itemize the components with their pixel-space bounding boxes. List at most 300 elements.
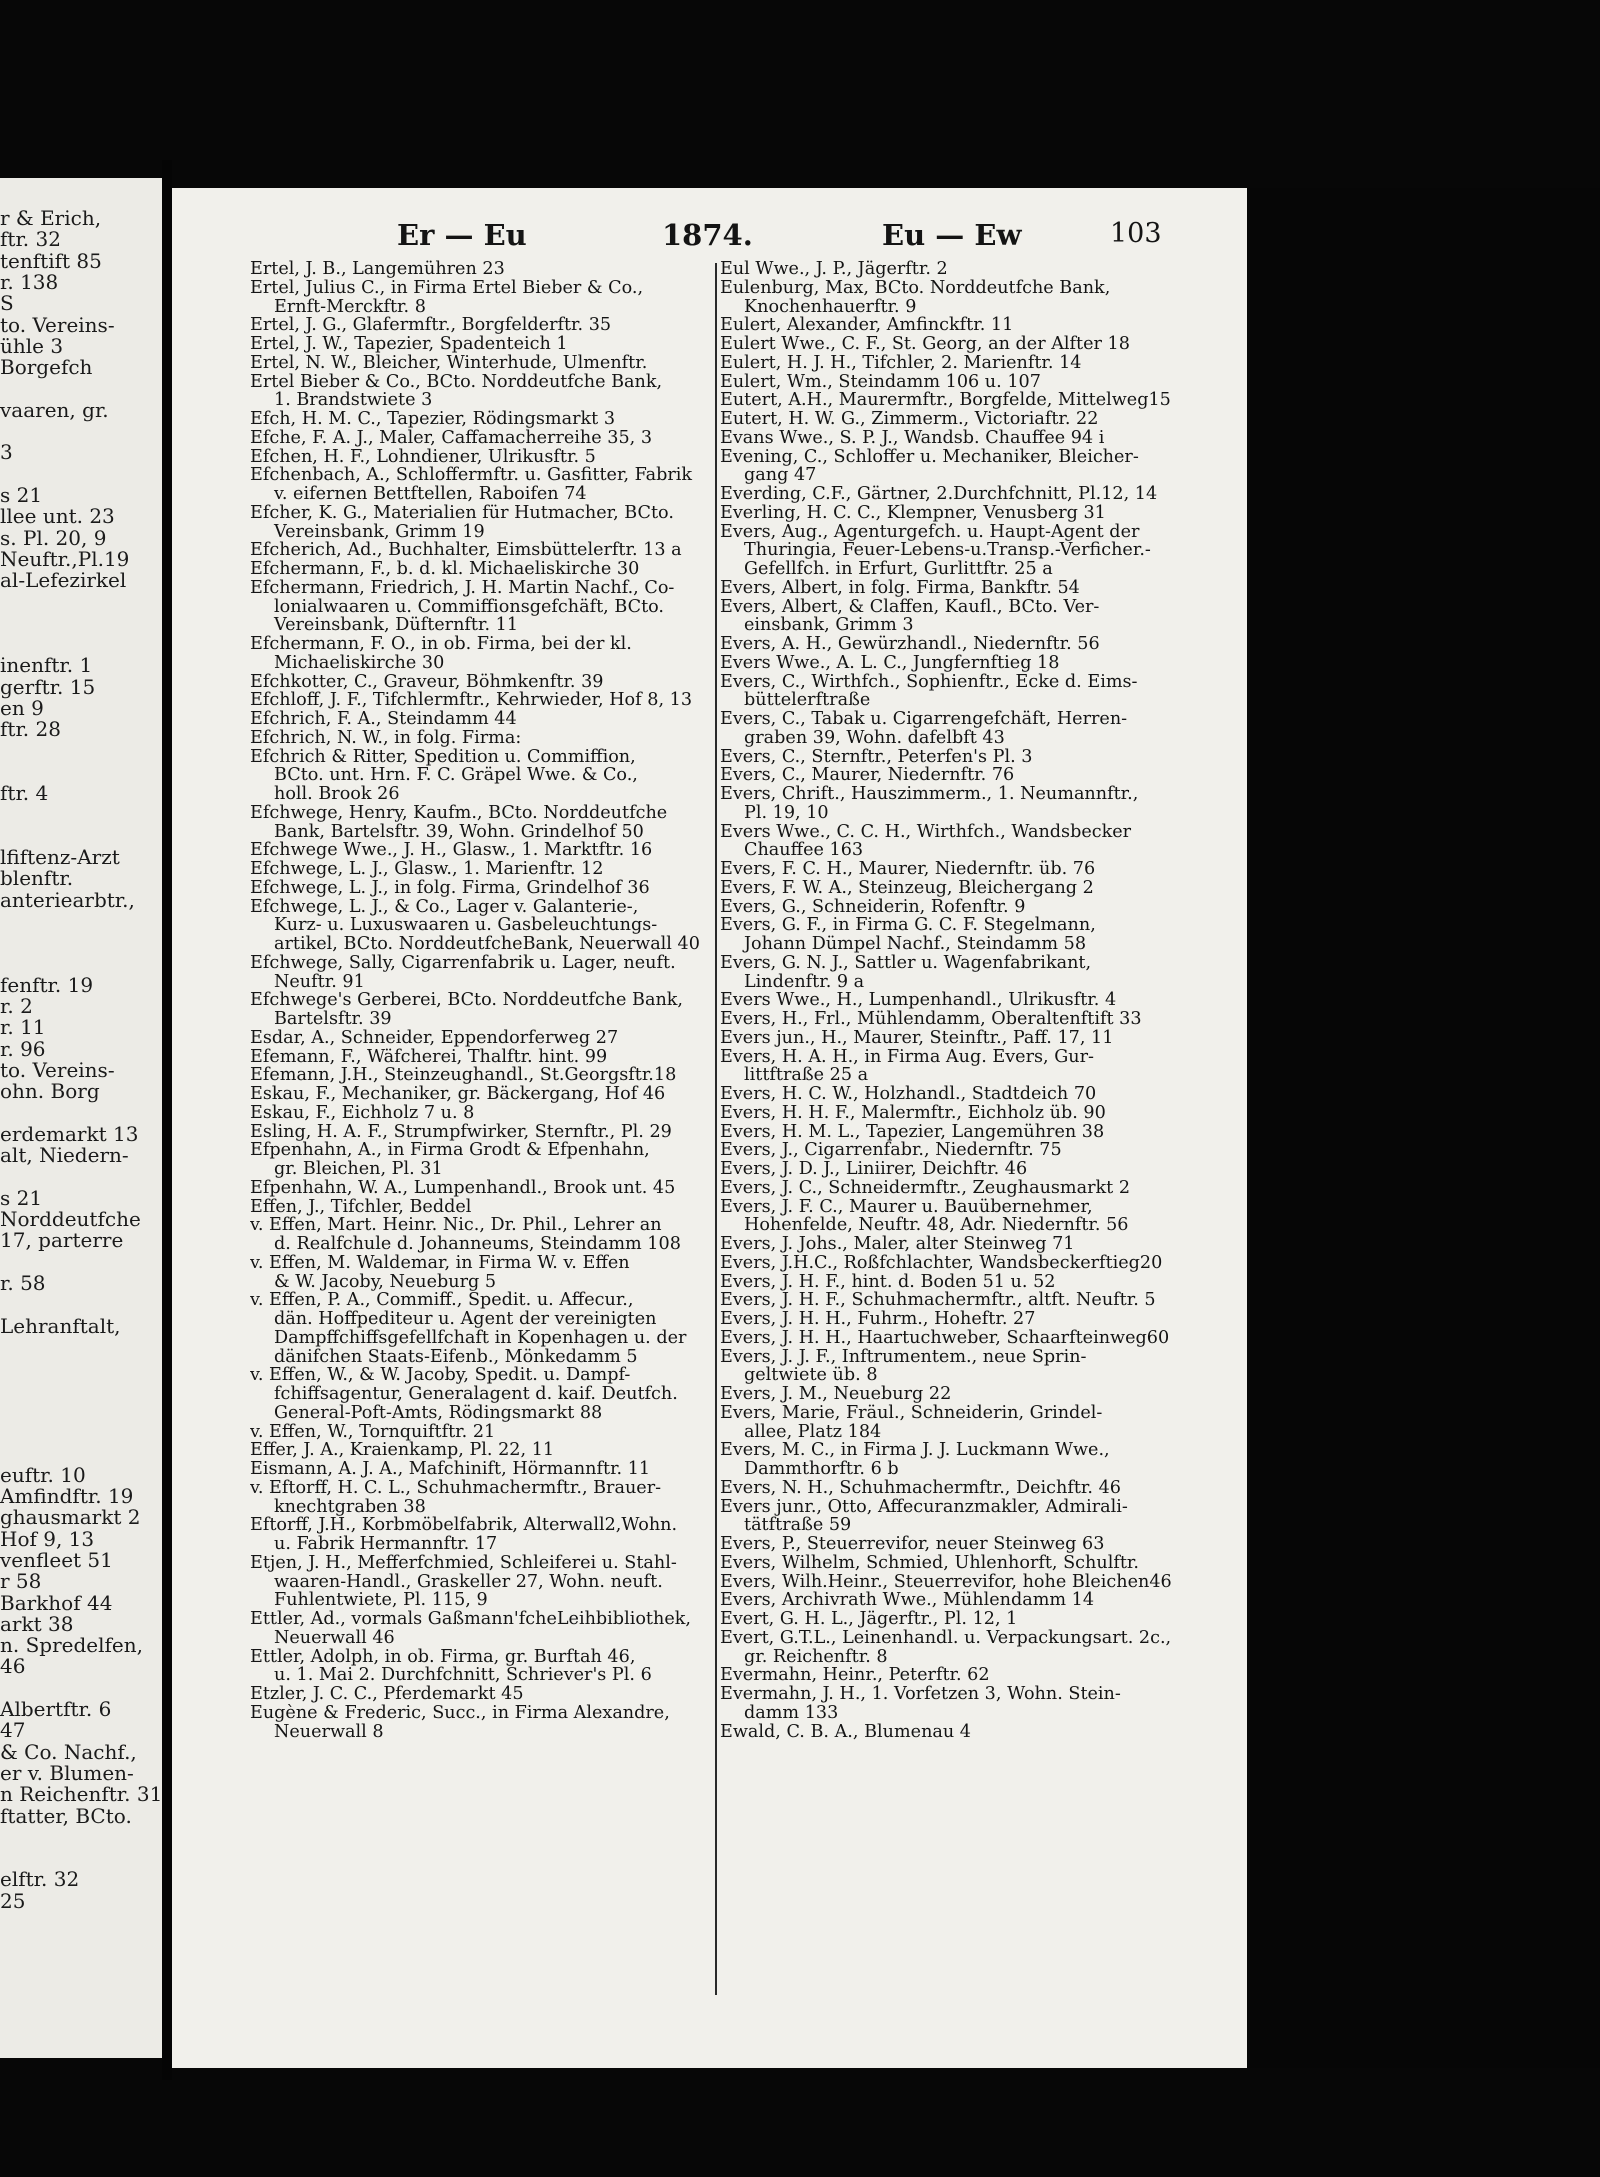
- directory-entry: [250, 1479, 712, 1517]
- directory-entry: [720, 1591, 1212, 1610]
- entry-continuation: Neuftr. 91: [274, 972, 365, 992]
- directory-entry: [250, 991, 712, 1029]
- directory-entry: [720, 823, 1212, 861]
- entry-line: Evers, J. M., Neueburg 22: [720, 1385, 952, 1404]
- entry-line: Ettler, Adolph, in ob. Firma, gr. Burftah 46,: [250, 1647, 636, 1667]
- directory-entry: [250, 410, 712, 429]
- entry-line: Evers jun., H., Maurer, Steinftr., Paff. 17, 11: [720, 1028, 1114, 1048]
- entry-line: Effer, J. A., Kraienkamp, Pl. 22, 11: [250, 1441, 555, 1460]
- entry-continuation: dän. Hoffpediteur u. Agent der vereinigten: [274, 1310, 657, 1329]
- entry-line: v. Effen, Mart. Heinr. Nic., Dr. Phil., Lehrer an: [250, 1216, 662, 1235]
- entry-line: Evers, J. H. F., hint. d. Boden 51 u. 52: [720, 1272, 1056, 1292]
- directory-entry: [250, 279, 712, 317]
- facing-page-line: venfleet 51: [0, 1547, 113, 1572]
- directory-entry: [720, 485, 1212, 504]
- entry-line: Evers junr., Otto, Affecuranzmakler, Admirali-: [720, 1497, 1128, 1517]
- directory-entry: [720, 748, 1212, 767]
- facing-page-line: erdemarkt 13: [0, 1121, 139, 1146]
- directory-entry: [720, 1573, 1212, 1592]
- directory-entry: [250, 1460, 712, 1479]
- entry-line: Evers, H. C. W., Holzhandl., Stadtdeich 70: [720, 1085, 1097, 1104]
- directory-entry: [720, 1498, 1212, 1536]
- entry-continuation: Neuerwall 46: [274, 1628, 395, 1648]
- directory-entry: [720, 1235, 1212, 1254]
- directory-entry: [720, 879, 1212, 898]
- directory-entry: [720, 448, 1212, 486]
- directory-entry: [720, 1160, 1212, 1179]
- entry-continuation: waaren-Handl., Graskeller 27, Wohn. neuft.: [274, 1572, 663, 1592]
- entry-continuation: Johann Dümpel Nachf., Steindamm 58: [744, 935, 1087, 954]
- facing-page-line: ghausmarkt 2: [0, 1505, 141, 1530]
- entry-continuation: General-Poft-Amts, Rödingsmarkt 88: [274, 1403, 603, 1423]
- directory-entry: [720, 1554, 1212, 1573]
- entry-line: Evening, C., Schloffer u. Mechaniker, Bleicher-: [720, 447, 1139, 467]
- entry-line: Efchwege's Gerberei, BCto. Norddeutfche Bank,: [250, 991, 684, 1010]
- entry-continuation: Dampffchiffsgefellfchaft in Kopenhagen u. der: [274, 1328, 687, 1348]
- facing-page-fragment: [0, 178, 162, 2058]
- dark-background: [1247, 188, 1600, 2068]
- entry-line: Efcherich, Ad., Buchhalter, Eimsbüttelerftr. 13 a: [250, 541, 682, 560]
- entry-line: Evers, C., Sternftr., Peterfen's Pl. 3: [720, 747, 1033, 767]
- entry-line: Efchermann, F., b. d. kl. Michaeliskirche 30: [250, 560, 640, 579]
- directory-entry: [720, 391, 1212, 410]
- directory-entry: [250, 541, 712, 560]
- entry-line: v. Effen, W., & W. Jacoby, Spedit. u. Dampf-: [250, 1366, 631, 1385]
- entry-line: Evers, P., Steuerrevifor, neuer Steinweg 63: [720, 1535, 1105, 1554]
- directory-entry: [720, 1610, 1212, 1629]
- entry-continuation: Fuhlentwiete, Pl. 115, 9: [274, 1591, 488, 1610]
- directory-entry: [720, 1348, 1212, 1386]
- directory-entry: [250, 1685, 712, 1704]
- facing-page-line: fenftr. 19: [0, 972, 94, 997]
- entry-line: Efchenbach, A., Schloffermftr. u. Gasfitter, Fabrik: [250, 466, 693, 485]
- directory-entry: [720, 1535, 1212, 1554]
- entry-continuation: knechtgraben 38: [274, 1497, 426, 1517]
- directory-entry: [720, 654, 1212, 673]
- facing-page-line: r. 138: [0, 269, 59, 294]
- entry-line: Evers, H., Frl., Mühlendamm, Oberaltenftift 33: [720, 1010, 1142, 1029]
- entry-line: Ettler, Ad., vormals Gaßmann'fcheLeihbibliothek,: [250, 1610, 691, 1629]
- entry-line: Evers, J. H. H., Fuhrm., Hoheftr. 27: [720, 1310, 1036, 1329]
- directory-entry: [720, 1629, 1212, 1667]
- directory-entry: [250, 466, 712, 504]
- directory-entry: [720, 1085, 1212, 1104]
- entry-line: Evers, J. F. C., Maurer u. Bauübernehmer,: [720, 1197, 1093, 1217]
- facing-page-line: n Reichenftr. 31: [0, 1782, 162, 1807]
- directory-entry: [250, 841, 712, 860]
- entry-line: Evers, J. H. H., Haartuchweber, Schaarfteinweg60: [720, 1328, 1170, 1348]
- entry-continuation: Vereinsbank, Grimm 19: [274, 522, 485, 542]
- entry-line: Ertel, N. W., Bleicher, Winterhude, Ulmenftr.: [250, 353, 648, 373]
- facing-page-line: r. 96: [0, 1036, 46, 1061]
- entry-line: Evers, G. F., in Firma G. C. F. Stegelmann,: [720, 916, 1096, 935]
- directory-entry: [250, 560, 712, 579]
- entry-line: Evers, C., Wirthfch., Sophienftr., Ecke d. Eims-: [720, 672, 1138, 692]
- directory-entry: [250, 1066, 712, 1085]
- directory-entry: [720, 1479, 1212, 1498]
- directory-entry: [250, 729, 712, 748]
- entry-line: Efch, H. M. C., Tapezier, Rödingsmarkt 3: [250, 410, 616, 429]
- facing-page-line: to. Vereins-: [0, 1058, 115, 1082]
- entry-continuation: gr. Bleichen, Pl. 31: [274, 1160, 443, 1179]
- directory-entry: [720, 1010, 1212, 1029]
- facing-page-line: 25: [0, 1888, 26, 1913]
- entry-line: Esling, H. A. F., Strumpfwirker, Sternftr., Pl. 29: [250, 1122, 672, 1142]
- entry-continuation: Michaeliskirche 30: [274, 653, 445, 673]
- facing-page-line: en 9: [0, 695, 44, 720]
- entry-line: Evers, J. D. J., Liniirer, Deichftr. 46: [720, 1160, 1028, 1179]
- entry-line: Etzler, J. C. C., Pferdemarkt 45: [250, 1685, 524, 1704]
- facing-page-line: r. 11: [0, 1015, 46, 1040]
- entry-line: Efpenhahn, W. A., Lumpenhandl., Brook unt. 45: [250, 1178, 676, 1198]
- directory-entry: [250, 1048, 712, 1067]
- entry-line: Eismann, A. J. A., Mafchinift, Hörmannftr. 11: [250, 1460, 651, 1479]
- entry-line: Eul Wwe., J. P., Jägerftr. 2: [720, 260, 948, 279]
- facing-page-line: euftr. 10: [0, 1462, 86, 1487]
- entry-line: Eftorff, J.H., Korbmöbelfabrik, Alterwall2,Wohn.: [250, 1516, 678, 1535]
- entry-line: Eulert, Alexander, Amfinckftr. 11: [720, 316, 1014, 335]
- entry-continuation: büttelerftraße: [744, 691, 871, 710]
- directory-entry: [720, 1404, 1212, 1442]
- directory-entry: [250, 1254, 712, 1292]
- directory-entry: [250, 448, 712, 467]
- facing-page-line: s. Pl. 20, 9: [0, 525, 107, 550]
- directory-entry: [250, 579, 712, 635]
- header-right-range: Eu — Ew: [882, 218, 1022, 252]
- entry-line: Efchwege, L. J., & Co., Lager v. Galanterie-,: [250, 897, 639, 917]
- facing-page-line: r 58: [0, 1569, 42, 1594]
- entry-line: Eutert, A.H., Maurermftr., Borgfelde, Mittelweg15: [720, 391, 1171, 410]
- directory-entry: [720, 523, 1212, 579]
- entry-continuation: Dammthorftr. 6 b: [744, 1460, 899, 1479]
- entry-line: Efchermann, F. O., in ob. Firma, bei der kl.: [250, 635, 632, 654]
- entry-line: Efchwege, L. J., Glasw., 1. Marienftr. 12: [250, 860, 604, 879]
- directory-entry: [720, 1685, 1212, 1723]
- directory-entry: [250, 1085, 712, 1104]
- directory-entry: [720, 860, 1212, 879]
- directory-entry: [250, 1179, 712, 1198]
- directory-entry: [720, 1048, 1212, 1086]
- entry-line: Evers, Marie, Fräul., Schneiderin, Grindel-: [720, 1403, 1103, 1423]
- entry-continuation: Vereinsbank, Düfternftr. 11: [274, 616, 519, 635]
- entry-continuation: v. eifernen Bettftellen, Raboifen 74: [274, 485, 587, 504]
- directory-entry: [720, 1441, 1212, 1479]
- directory-entry: [720, 1666, 1212, 1685]
- facing-page-line: Barkhof 44: [0, 1590, 113, 1615]
- directory-entry: [720, 1029, 1212, 1048]
- facing-page-line: 3: [0, 440, 13, 465]
- facing-page-line: s 21: [0, 1185, 43, 1210]
- entry-line: Efchwege, Henry, Kaufm., BCto. Norddeutfche: [250, 803, 668, 823]
- directory-entry: [720, 991, 1212, 1010]
- entry-continuation: dänifchen Staats-Eifenb., Mönkedamm 5: [274, 1347, 638, 1367]
- directory-entry: [720, 1198, 1212, 1236]
- directory-entry: [250, 1704, 712, 1742]
- entry-line: Ertel, Julius C., in Firma Ertel Bieber & Co.,: [250, 278, 644, 298]
- directory-entry: [720, 598, 1212, 636]
- directory-entry: [250, 1141, 712, 1179]
- entry-line: Evers, Archivrath Wwe., Mühlendamm 14: [720, 1591, 1095, 1610]
- entry-line: Evers, J. Johs., Maler, alter Steinweg 71: [720, 1235, 1075, 1254]
- directory-entry: [250, 710, 712, 729]
- directory-entry: [720, 260, 1212, 279]
- entry-line: Efchen, H. F., Lohndiener, Ulrikusftr. 5: [250, 447, 596, 467]
- entry-line: Evers, N. H., Schuhmachermftr., Deichftr. 46: [720, 1478, 1121, 1498]
- directory-entry: [250, 804, 712, 842]
- directory-entry: [720, 354, 1212, 373]
- entry-line: Evers Wwe., C. C. H., Wirthfch., Wandsbecker: [720, 822, 1132, 842]
- entry-continuation: Chauffee 163: [744, 841, 864, 860]
- entry-line: Evers, J. C., Schneidermftr., Zeughausmarkt 2: [720, 1178, 1131, 1198]
- entry-line: Evers, Aug., Agenturgefch. u. Haupt-Agent der: [720, 522, 1140, 542]
- entry-continuation: artikel, BCto. NorddeutfcheBank, Neuerwall 40: [274, 935, 700, 954]
- entry-continuation: geltwiete üb. 8: [744, 1366, 878, 1385]
- directory-entry: [720, 1291, 1212, 1310]
- directory-entry: [720, 1254, 1212, 1273]
- entry-continuation: littftraße 25 a: [744, 1066, 869, 1085]
- facing-page-line: ftatter, BCto.: [0, 1803, 132, 1828]
- facing-page-line: vaaren, gr.: [0, 397, 109, 422]
- directory-entry: [250, 1441, 712, 1460]
- facing-page-line: s 21: [0, 482, 43, 507]
- directory-entry: [250, 1366, 712, 1422]
- entry-continuation: damm 133: [744, 1703, 839, 1723]
- entry-line: Evers, Wilh.Heinr., Steuerrevifor, hohe Bleichen46: [720, 1572, 1172, 1592]
- entry-continuation: Kurz- u. Luxuswaaren u. Gasbeleuchtungs-: [274, 916, 658, 935]
- directory-entry: [250, 1423, 712, 1442]
- entry-continuation: Bank, Bartelsftr. 39, Wohn. Grindelhof 50: [274, 822, 644, 842]
- entry-continuation: Pl. 19, 10: [744, 803, 829, 823]
- directory-entry: [250, 354, 712, 373]
- entry-continuation: d. Realfchule d. Johanneums, Steindamm 108: [274, 1235, 681, 1254]
- entry-line: Efchrich, N. W., in folg. Firma:: [250, 728, 522, 748]
- facing-page-line: gerftr. 15: [0, 674, 96, 699]
- entry-line: v. Effen, W., Tornquiftftr. 21: [250, 1422, 496, 1442]
- entry-continuation: lonialwaaren u. Commiffionsgefchäft, BCto.: [274, 597, 665, 617]
- entry-line: Eugène & Frederic, Succ., in Firma Alexandre,: [250, 1703, 670, 1723]
- header-left-range: Er — Eu: [397, 218, 527, 252]
- directory-entry: [250, 504, 712, 542]
- directory-entry: [250, 335, 712, 354]
- entry-line: Evers, F. C. H., Maurer, Niedernftr. üb. 76: [720, 860, 1096, 879]
- directory-entry: [250, 898, 712, 954]
- directory-entry: [250, 1104, 712, 1123]
- entry-line: Evers, Albert, & Claffen, Kaufl., BCto. Ver-: [720, 597, 1100, 617]
- facing-page-line: 17, parterre: [0, 1228, 124, 1253]
- entry-line: Evans Wwe., S. P. J., Wandsb. Chauffee 94 i: [720, 428, 1105, 448]
- entry-continuation: u. 1. Mai 2. Durchfchnitt, Schriever's Pl. 6: [274, 1666, 652, 1685]
- facing-page-line: 46: [0, 1654, 26, 1679]
- directory-entry: [250, 860, 712, 879]
- directory-page: [172, 188, 1247, 2068]
- entry-continuation: fchiffsagentur, Generalagent d. kaif. Deutfch.: [274, 1385, 678, 1404]
- entry-line: Evermahn, J. H., 1. Vorfetzen 3, Wohn. Stein-: [720, 1685, 1121, 1704]
- entry-continuation: graben 39, Wohn. dafelbft 43: [744, 728, 1005, 748]
- facing-page-line: alt, Niedern-: [0, 1143, 129, 1168]
- directory-entry: [720, 766, 1212, 785]
- facing-page-line: ftr. 4: [0, 781, 49, 806]
- entry-line: v. Effen, P. A., Commiff., Spedit. u. Affecur.,: [250, 1291, 634, 1310]
- facing-page-line: ftr. 28: [0, 717, 61, 742]
- page-number: 103: [1110, 218, 1162, 249]
- facing-page-line: Neuftr.,Pl.19: [0, 546, 130, 571]
- entry-continuation: Thuringia, Feuer-Lebens-u.Transp.-Verficher.-: [744, 541, 1151, 560]
- directory-entry: [720, 504, 1212, 523]
- entry-continuation: Knochenhauerftr. 9: [744, 297, 917, 317]
- entry-line: Evers Wwe., A. L. C., Jungfernftieg 18: [720, 653, 1060, 673]
- directory-entry: [720, 579, 1212, 598]
- facing-page-line: elftr. 32: [0, 1867, 80, 1892]
- entry-continuation: & W. Jacoby, Neueburg 5: [274, 1272, 497, 1292]
- left-column: [250, 260, 712, 2000]
- facing-page-line: & Co. Nachf.,: [0, 1739, 137, 1764]
- directory-entry: [720, 1385, 1212, 1404]
- entry-line: Evers, J. J. F., Inftrumentem., neue Sprin-: [720, 1347, 1087, 1367]
- directory-entry: [720, 1723, 1212, 1742]
- facing-page-line: al-Lefezirkel: [0, 568, 127, 593]
- facing-page-line: n. Spredelfen,: [0, 1633, 144, 1658]
- entry-continuation: BCto. unt. Hrn. F. C. Gräpel Wwe. & Co.,: [274, 766, 638, 785]
- facing-page-line: anteriearbtr.,: [0, 887, 135, 912]
- entry-continuation: Neuerwall 8: [274, 1722, 384, 1742]
- directory-entry: [250, 879, 712, 898]
- facing-page-line: S: [0, 291, 14, 316]
- entry-line: Eulert, H. J. H., Tifchler, 2. Marienftr. 14: [720, 353, 1082, 373]
- facing-page-line: Norddeutfche: [0, 1207, 141, 1232]
- entry-continuation: u. Fabrik Hermannftr. 17: [274, 1535, 498, 1554]
- entry-line: v. Eftorff, H. C. L., Schuhmachermftr., Brauer-: [250, 1478, 662, 1498]
- entry-line: Everding, C.F., Gärtner, 2.Durchfchnitt, Pl.12, 14: [720, 485, 1158, 504]
- directory-entry: [720, 710, 1212, 748]
- facing-page-line: Lehranftalt,: [0, 1313, 121, 1338]
- facing-page-line: Hof 9, 13: [0, 1526, 95, 1551]
- column-divider: [715, 263, 717, 1995]
- directory-entry: [720, 410, 1212, 429]
- book-gutter: [162, 160, 172, 2080]
- directory-entry: [720, 316, 1212, 335]
- entry-line: Efchrich, F. A., Steindamm 44: [250, 710, 517, 729]
- facing-page-line: ohn. Borg: [0, 1079, 100, 1104]
- directory-entry: [250, 260, 712, 279]
- entry-line: Evermahn, Heinr., Peterftr. 62: [720, 1666, 990, 1685]
- entry-line: Evers, J. H. F., Schuhmachermftr., altft. Neuftr. 5: [720, 1291, 1156, 1310]
- directory-entry: [250, 429, 712, 448]
- facing-page-line: ftr. 32: [0, 227, 61, 252]
- header-year: 1874.: [662, 218, 753, 252]
- directory-entry: [720, 1123, 1212, 1142]
- entry-line: Esdar, A., Schneider, Eppendorferweg 27: [250, 1028, 619, 1048]
- directory-entry: [720, 785, 1212, 823]
- entry-line: Eulert, Wm., Steindamm 106 u. 107: [720, 372, 1041, 392]
- directory-entry: [720, 373, 1212, 392]
- entry-line: Evers, H. H. F., Malermftr., Eichholz üb. 90: [720, 1103, 1106, 1123]
- directory-entry: [720, 898, 1212, 917]
- facing-page-line: llee unt. 23: [0, 504, 115, 529]
- facing-page-line: r. 58: [0, 1271, 46, 1295]
- directory-entry: [720, 1310, 1212, 1329]
- directory-entry: [720, 429, 1212, 448]
- entry-line: Evers, A. H., Gewürzhandl., Niedernftr. 56: [720, 635, 1100, 654]
- facing-page-line: arkt 38: [0, 1611, 74, 1636]
- directory-entry: [250, 316, 712, 335]
- entry-line: Efchwege, Sally, Cigarrenfabrik u. Lager, neuft.: [250, 953, 676, 973]
- entry-line: Ertel, J. W., Tapezier, Spadenteich 1: [250, 335, 568, 354]
- entry-line: Etjen, J. H., Mefferfchmied, Schleiferei u. Stahl-: [250, 1553, 677, 1573]
- entry-line: Efemann, F., Wäfcherei, Thalftr. hint. 99: [250, 1047, 608, 1067]
- entry-line: Efcher, K. G., Materialien für Hutmacher, BCto.: [250, 503, 674, 523]
- right-column: [720, 260, 1212, 2000]
- entry-line: Evers, H. A. H., in Firma Aug. Evers, Gur-: [720, 1047, 1094, 1067]
- entry-continuation: Lindenftr. 9 a: [744, 972, 865, 992]
- entry-line: Evert, G.T.L., Leinenhandl. u. Verpackungsart. 2c.,: [720, 1628, 1172, 1648]
- entry-line: Evers, C., Tabak u. Cigarrengefchäft, Herren-: [720, 710, 1128, 729]
- directory-entry: [250, 1648, 712, 1686]
- directory-entry: [250, 1516, 712, 1554]
- facing-page-line: blenftr.: [0, 866, 74, 891]
- directory-entry: [720, 335, 1212, 354]
- facing-page-line: inenftr. 1: [0, 653, 93, 678]
- entry-continuation: Bartelsftr. 39: [274, 1010, 392, 1029]
- facing-page-line: 47: [0, 1718, 26, 1743]
- entry-line: Efchkotter, C., Graveur, Böhmkenftr. 39: [250, 672, 604, 692]
- entry-line: Ewald, C. B. A., Blumenau 4: [720, 1722, 972, 1742]
- entry-line: Eutert, H. W. G., Zimmerm., Victoriaftr. 22: [720, 410, 1099, 429]
- entry-line: Effen, J., Tifchler, Beddel: [250, 1197, 472, 1217]
- directory-entry: [250, 1216, 712, 1254]
- facing-page-line: r. 2: [0, 994, 33, 1019]
- directory-entry: [720, 279, 1212, 317]
- entry-line: Eskau, F., Eichholz 7 u. 8: [250, 1103, 475, 1123]
- directory-entry: [720, 1141, 1212, 1160]
- facing-page-line: r & Erich,: [0, 206, 102, 230]
- facing-page-line: Borgefch: [0, 355, 93, 380]
- directory-entry: [250, 691, 712, 710]
- facing-page-line: tenftift 85: [0, 248, 102, 273]
- entry-line: Evers, C., Maurer, Niedernftr. 76: [720, 766, 1015, 785]
- directory-entry: [250, 1029, 712, 1048]
- entry-line: Efpenhahn, A., in Firma Grodt & Efpenhahn,: [250, 1141, 650, 1160]
- directory-entry: [250, 1123, 712, 1142]
- directory-entry: [250, 1198, 712, 1217]
- entry-line: Ertel Bieber & Co., BCto. Norddeutfche Bank,: [250, 372, 663, 392]
- directory-entry: [250, 1554, 712, 1610]
- entry-line: Evers, F. W. A., Steinzeug, Bleichergang 2: [720, 878, 1094, 898]
- facing-page-line: Amfindftr. 19: [0, 1484, 134, 1508]
- page-header: [172, 218, 1247, 258]
- directory-entry: [720, 673, 1212, 711]
- facing-page-line: er v. Blumen-: [0, 1760, 134, 1785]
- entry-line: Efchloff, J. F., Tifchlermftr., Kehrwieder, Hof 8, 13: [250, 691, 693, 710]
- directory-entry: [720, 1104, 1212, 1123]
- entry-line: Evers, G. N. J., Sattler u. Wagenfabrikant,: [720, 953, 1092, 973]
- entry-continuation: 1. Brandstwiete 3: [274, 391, 433, 410]
- facing-page-line: lfiftenz-Arzt: [0, 845, 120, 869]
- directory-entry: [250, 1610, 712, 1648]
- entry-continuation: Ernft-Merckftr. 8: [274, 297, 426, 317]
- entry-continuation: gr. Reichenftr. 8: [744, 1647, 888, 1667]
- entry-line: Evers, G., Schneiderin, Rofenftr. 9: [720, 897, 1026, 917]
- entry-line: Efemann, J.H., Steinzeughandl., St.Georgsftr.18: [250, 1066, 677, 1085]
- directory-entry: [250, 1291, 712, 1366]
- directory-entry: [250, 373, 712, 411]
- entry-line: Efchwege, L. J., in folg. Firma, Grindelhof 36: [250, 878, 650, 898]
- entry-line: Everling, H. C. C., Klempner, Venusberg 31: [720, 503, 1106, 523]
- entry-continuation: gang 47: [744, 466, 817, 485]
- directory-entry: [250, 954, 712, 992]
- entry-line: Evers, M. C., in Firma J. J. Luckmann Wwe.,: [720, 1441, 1110, 1460]
- facing-page-line: Albertftr. 6: [0, 1697, 112, 1721]
- entry-line: Evers, Albert, in folg. Firma, Bankftr. 54: [720, 578, 1080, 598]
